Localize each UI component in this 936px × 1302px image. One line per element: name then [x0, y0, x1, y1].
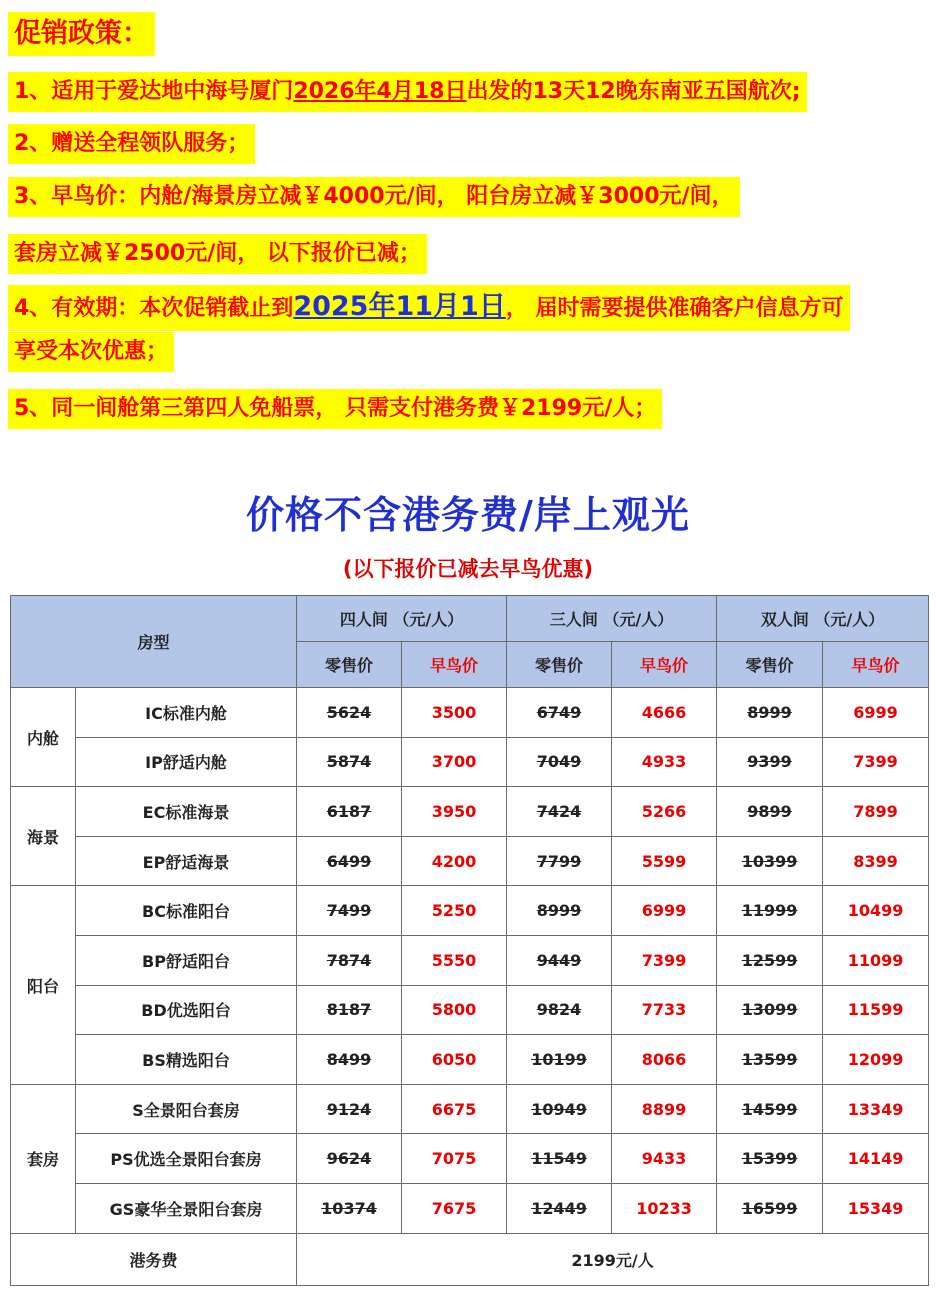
retail-price-cell: 10374 — [297, 1183, 402, 1233]
room-name: BC标准阳台 — [76, 886, 297, 936]
table-row — [11, 836, 929, 886]
early-price-cell: 5550 — [402, 935, 507, 985]
page-subtitle: (以下报价已减去早鸟优惠) — [342, 557, 594, 581]
early-price-header: 早鸟价 — [402, 642, 507, 688]
early-price-header: 早鸟价 — [823, 642, 929, 688]
retail-price-cell: 16599 — [717, 1183, 823, 1233]
table-row — [11, 737, 929, 787]
retail-price-cell: 5624 — [297, 688, 402, 738]
promo-line-1-pre: 1、适用于爱达地中海号厦门 — [14, 79, 294, 104]
price-table — [10, 595, 929, 1286]
occupancy-triple-header: 三人间 （元/人） — [507, 596, 717, 642]
early-price-cell: 15349 — [823, 1183, 929, 1233]
room-name: IC标准内舱 — [76, 688, 297, 738]
early-price-cell: 14149 — [823, 1134, 929, 1184]
early-price-cell: 7733 — [612, 985, 717, 1035]
early-price-cell: 8899 — [612, 1084, 717, 1134]
promo-line-1 — [8, 72, 807, 112]
early-price-cell: 6675 — [402, 1084, 507, 1134]
retail-price-cell: 9824 — [507, 985, 612, 1035]
retail-price-cell: 7049 — [507, 737, 612, 787]
occupancy-double-header: 双人间 （元/人） — [717, 596, 929, 642]
port-fee-label: 港务费 — [11, 1233, 297, 1285]
early-price-cell: 6999 — [823, 688, 929, 738]
early-price-cell: 7899 — [823, 787, 929, 837]
retail-price-cell: 5874 — [297, 737, 402, 787]
promo-line-1-post: 出发的13天12晚东南亚五国航次; — [466, 79, 801, 104]
retail-price-cell: 13599 — [717, 1035, 823, 1085]
early-price-cell: 5800 — [402, 985, 507, 1035]
early-price-cell: 13349 — [823, 1084, 929, 1134]
retail-price-cell: 9399 — [717, 737, 823, 787]
early-price-cell: 7075 — [402, 1134, 507, 1184]
table-row — [11, 1035, 929, 1085]
early-price-cell: 12099 — [823, 1035, 929, 1085]
retail-price-cell: 13099 — [717, 985, 823, 1035]
table-row — [11, 787, 929, 837]
early-price-cell: 3950 — [402, 787, 507, 837]
retail-price-cell: 7874 — [297, 935, 402, 985]
early-price-cell: 4933 — [612, 737, 717, 787]
retail-price-cell: 10199 — [507, 1035, 612, 1085]
retail-price-cell: 15399 — [717, 1134, 823, 1184]
retail-price-cell: 12599 — [717, 935, 823, 985]
room-category: 海景 — [11, 787, 76, 886]
retail-price-cell: 6499 — [297, 836, 402, 886]
promo-line-4b: 享受本次优惠； — [8, 332, 174, 372]
retail-price-cell: 11549 — [507, 1134, 612, 1184]
promo-line-5: 5、同一间舱第三第四人免船票， 只需支付港务费￥2199元/人； — [8, 389, 662, 429]
table-row — [11, 1084, 929, 1134]
retail-price-cell: 8999 — [507, 886, 612, 936]
early-price-cell: 4200 — [402, 836, 507, 886]
promo-line-3b: 套房立减￥2500元/间， 以下报价已减； — [8, 234, 427, 274]
room-name: GS豪华全景阳台套房 — [76, 1183, 297, 1233]
retail-price-cell: 7424 — [507, 787, 612, 837]
promo-line-2: 2、赠送全程领队服务； — [8, 124, 255, 164]
retail-price-cell: 7499 — [297, 886, 402, 936]
retail-price-cell: 10399 — [717, 836, 823, 886]
early-price-cell: 9433 — [612, 1134, 717, 1184]
early-price-cell: 11599 — [823, 985, 929, 1035]
occupancy-quad-header: 四人间 （元/人） — [297, 596, 507, 642]
table-row — [11, 1183, 929, 1233]
promo-line-4-post: ， 届时需要提供准确客户信息方可 — [505, 296, 844, 321]
room-name: IP舒适内舱 — [76, 737, 297, 787]
table-row — [11, 935, 929, 985]
early-price-cell: 3500 — [402, 688, 507, 738]
early-price-cell: 7399 — [823, 737, 929, 787]
promo-line-3: 3、早鸟价：内舱/海景房立减￥4000元/间， 阳台房立减￥3000元/间， — [8, 177, 740, 217]
table-row — [11, 1134, 929, 1184]
table-row — [11, 985, 929, 1035]
retail-price-cell: 8999 — [717, 688, 823, 738]
retail-price-cell: 8187 — [297, 985, 402, 1035]
room-category: 阳台 — [11, 886, 76, 1084]
retail-price-cell: 8499 — [297, 1035, 402, 1085]
room-type-header: 房型 — [11, 596, 297, 688]
early-price-cell: 7399 — [612, 935, 717, 985]
early-price-cell: 10233 — [612, 1183, 717, 1233]
promo-line-1-date: 2026年4月18日 — [293, 79, 467, 104]
room-name: BS精选阳台 — [76, 1035, 297, 1085]
room-category: 套房 — [11, 1084, 76, 1233]
retail-price-cell: 12449 — [507, 1183, 612, 1233]
retail-price-cell: 10949 — [507, 1084, 612, 1134]
retail-price-header: 零售价 — [507, 642, 612, 688]
retail-price-cell: 9624 — [297, 1134, 402, 1184]
early-price-cell: 5250 — [402, 886, 507, 936]
room-category: 内舱 — [11, 688, 76, 787]
retail-price-header: 零售价 — [297, 642, 402, 688]
table-row — [11, 886, 929, 936]
promo-deadline-date: 2025年11月1日 — [293, 291, 506, 322]
early-price-cell: 11099 — [823, 935, 929, 985]
retail-price-cell: 9124 — [297, 1084, 402, 1134]
early-price-cell: 4666 — [612, 688, 717, 738]
early-price-header: 早鸟价 — [612, 642, 717, 688]
promo-line-4-pre: 4、有效期：本次促销截止到 — [14, 296, 294, 321]
retail-price-cell: 6749 — [507, 688, 612, 738]
retail-price-cell: 9449 — [507, 935, 612, 985]
retail-price-cell: 11999 — [717, 886, 823, 936]
room-name: EC标准海景 — [76, 787, 297, 837]
early-price-cell: 6999 — [612, 886, 717, 936]
early-price-cell: 6050 — [402, 1035, 507, 1085]
early-price-cell: 8066 — [612, 1035, 717, 1085]
room-name: BP舒适阳台 — [76, 935, 297, 985]
promo-heading: 促销政策： — [8, 12, 155, 56]
retail-price-cell: 14599 — [717, 1084, 823, 1134]
promo-line-4 — [8, 285, 850, 331]
page-title: 价格不含港务费/岸上观光 — [246, 493, 690, 537]
room-name: PS优选全景阳台套房 — [76, 1134, 297, 1184]
early-price-cell: 3700 — [402, 737, 507, 787]
retail-price-header: 零售价 — [717, 642, 823, 688]
room-name: EP舒适海景 — [76, 836, 297, 886]
retail-price-cell: 9899 — [717, 787, 823, 837]
retail-price-cell: 7799 — [507, 836, 612, 886]
retail-price-cell: 6187 — [297, 787, 402, 837]
early-price-cell: 10499 — [823, 886, 929, 936]
room-name: BD优选阳台 — [76, 985, 297, 1035]
early-price-cell: 5266 — [612, 787, 717, 837]
early-price-cell: 7675 — [402, 1183, 507, 1233]
port-fee-row — [11, 1233, 929, 1285]
early-price-cell: 8399 — [823, 836, 929, 886]
early-price-cell: 5599 — [612, 836, 717, 886]
port-fee-value: 2199元/人 — [297, 1233, 929, 1285]
room-name: S全景阳台套房 — [76, 1084, 297, 1134]
table-row — [11, 688, 929, 738]
